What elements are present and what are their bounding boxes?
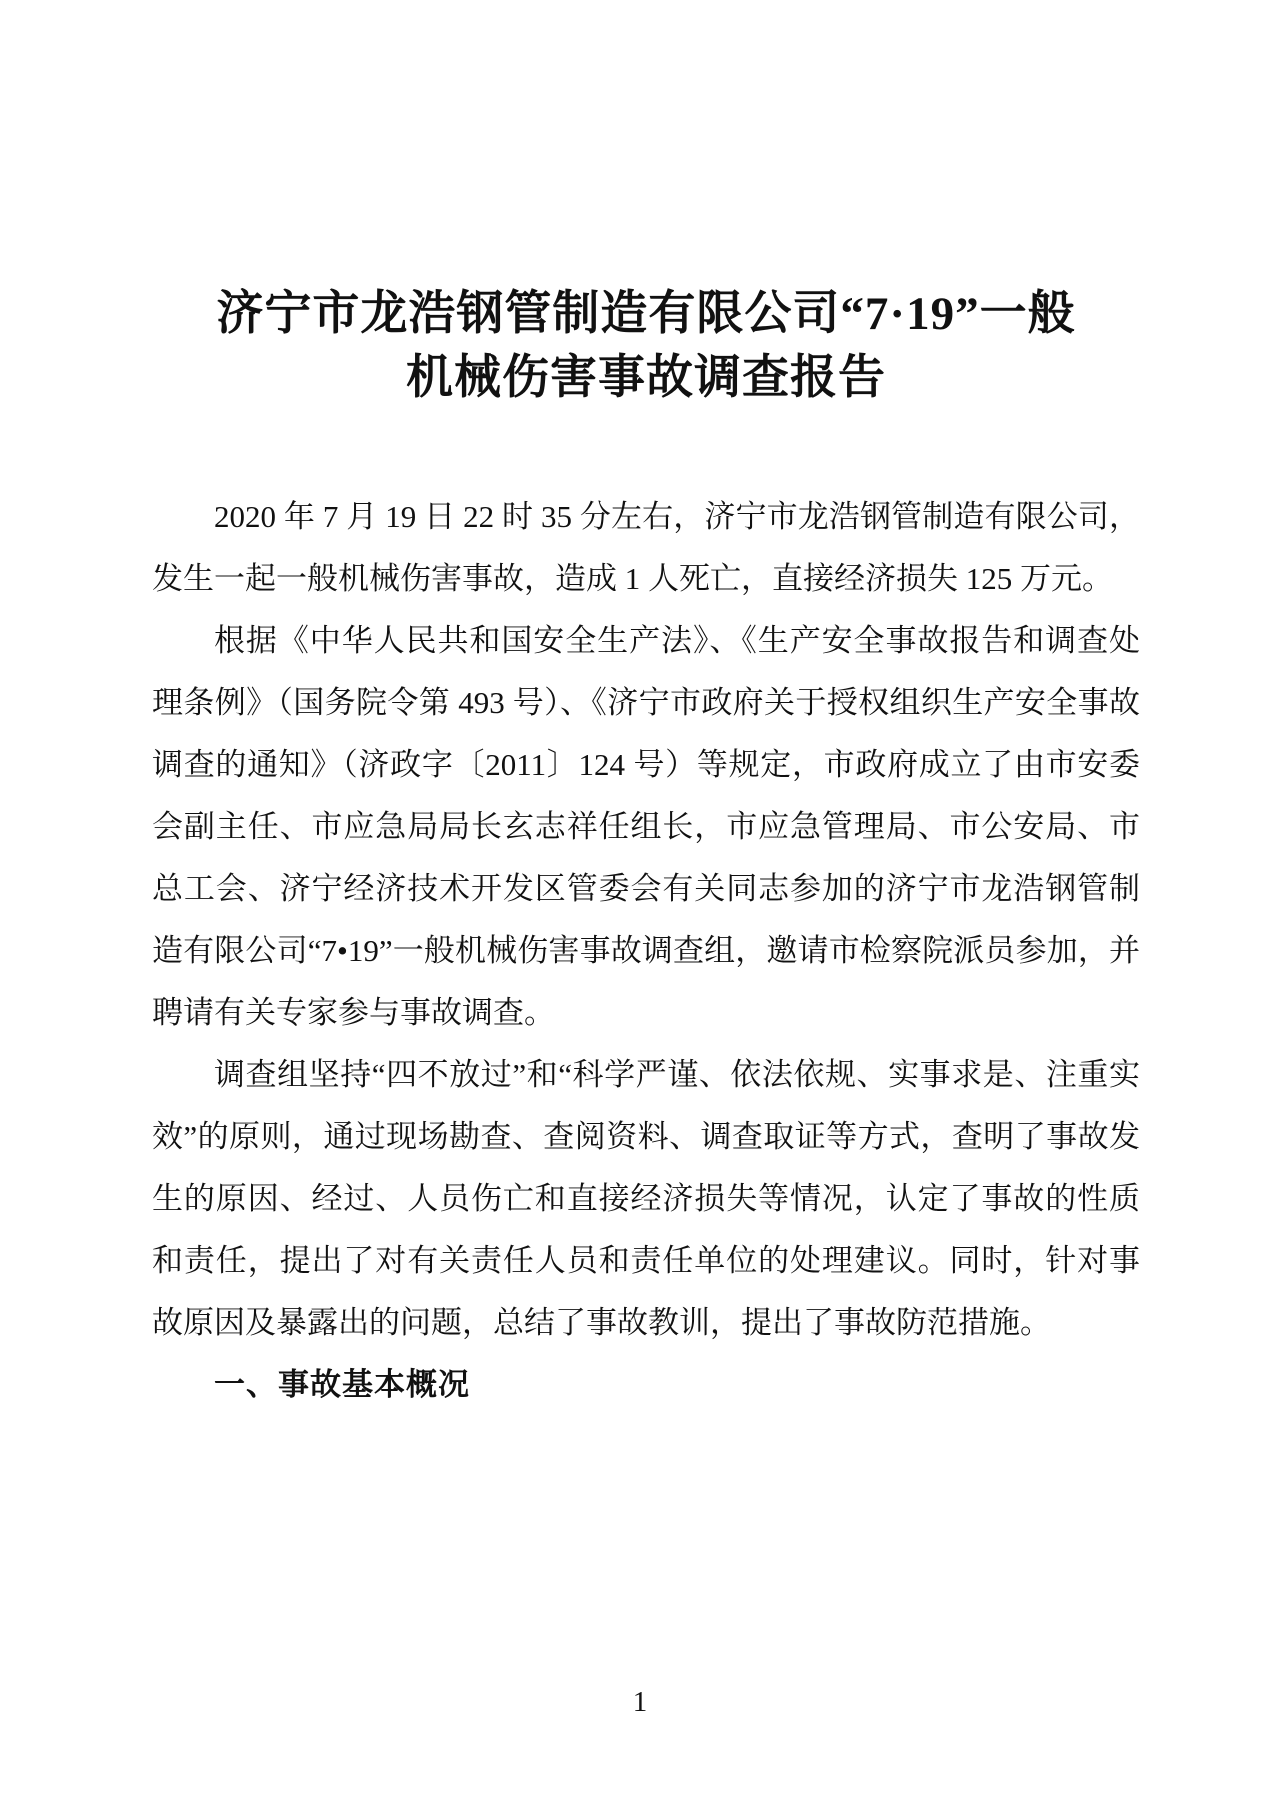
page-title-line-1: 济宁市龙浩钢管制造有限公司“7·19”一般 (216, 288, 1076, 340)
paragraph-investigation-principles: 调查组坚持“四不放过”和“科学严谨、依法依规、实事求是、注重实效”的原则，通过现场勘查、查阅资料、调查取证等方式，查明了事故发生的原因、经过、人员伤亡和直接经济损失等情况，认定了事故的性质和责任，提出了对有关责任人员和责任单位的处理建议。同时，针对事故原因及暴露出的问题，总结了事故教训，提出了事故防范措施。 (152, 1057, 1140, 1340)
page-number: 1 (632, 1686, 648, 1718)
page-title (152, 282, 1140, 410)
page-title-line-2: 机械伤害事故调查报告 (406, 352, 886, 404)
section-heading-basic-overview: 一、事故基本概况 (214, 1367, 470, 1402)
document-body (152, 486, 1140, 1416)
page-footer (0, 1686, 1280, 1718)
paragraph-legal-basis: 根据《中华人民共和国安全生产法》、《生产安全事故报告和调查处理条例》（国务院令第 493 号）、《济宁市政府关于授权组织生产安全事故调查的通知》（济政字〔2011〕124 号）等规定，市政府成立了由市安委会副主任、市应急局局长玄志祥任组长，市应急管理局、市公安局、市总工会、济宁经济技术开发区管委会有关同志参加的济宁市龙浩钢管制造有限公司“7•19”一般机械伤害事故调查组，邀请市检察院派员参加，并聘请有关专家参与事故调查。 (152, 623, 1140, 1030)
document-content (152, 0, 1140, 1416)
paragraph-incident-summary: 2020 年 7 月 19 日 22 时 35 分左右，济宁市龙浩钢管制造有限公司，发生一起一般机械伤害事故，造成 1 人死亡，直接经济损失 125 万元。 (152, 499, 1140, 596)
